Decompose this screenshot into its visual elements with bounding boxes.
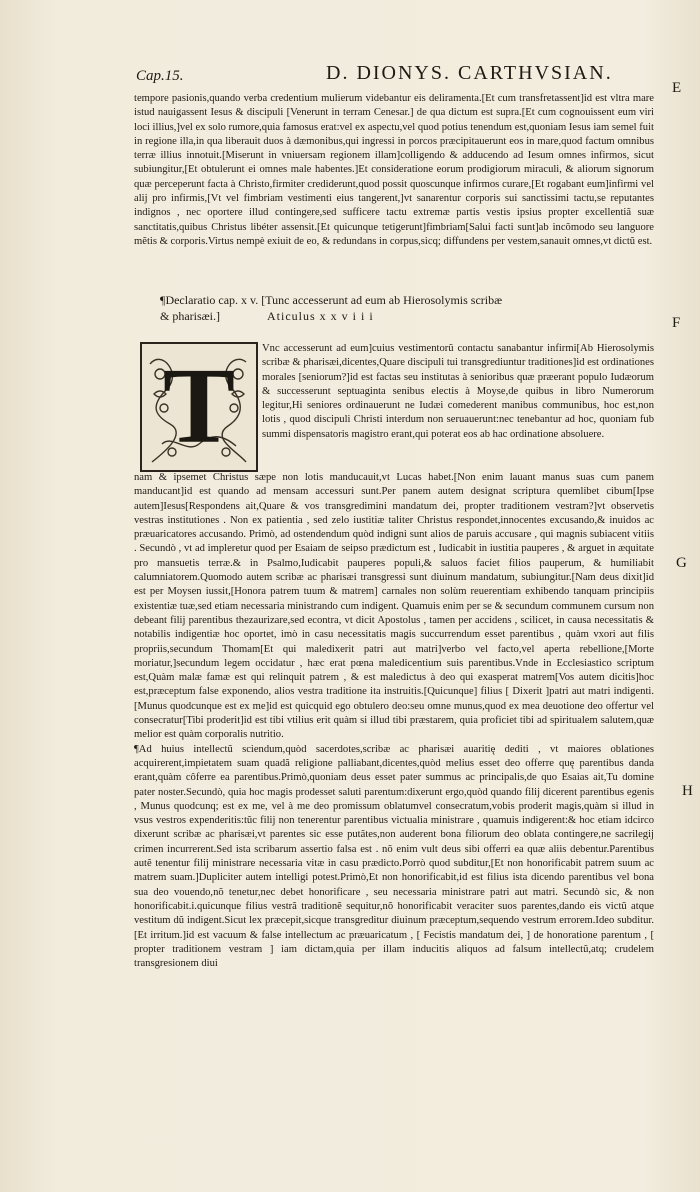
paragraph: nam & ipsemet Christus sæpe non lotis manducauit,vt Lucas habet.[Non enim lauant manus suas cum panem manducant]id est quando ad mensam accessuri sunt.Per panem autem designat scriptura quemlibet cibum[Ipse autem]Iesus[Respondens ait,Quare & vos transgredimini mandatum dei, propter traditionem vestram?]vt observetis vestras institutiones . Non ex patientia , sed zelo iustitiæ taliter Christus respondet,innocentes excusando,& inuidos ac præuaricatores accusando. Primò, ad ostendendum quòd indigni sunt alios de paruis accusare , qui magnis subiacent vitiis . Secundò , vt ad impleretur quod per Esaiam de seipso prædictum est , Iudicabit in iustitia pauperes , & arguet in æquitate pro mansuetis terræ.& in Psalmo,Iudicabit pauperes populi,& saluos faciet filios pauperum, & humiliabit calumniatorem.Quomodo autem scribæ ac pharisæi transgressi sunt diuinum mandatum, subiungitur.[Nam deus dixit]id est per Moysen iussit,[Honora patrem tuum & matrem] carnales non solùm reuerentiam exhibendo tanquam principiis existentiæ tuæ,sed etiam necessaria ministrando cum indigent. Quamuis enim per se & secundum communem cursum non debeant filij parentibus thezaurizare,sed econtra, vt dicit Apostolus , tamen per accidens , scilicet, in causa necessitatis & notabilis indigentiæ hoc oportet, imò in casu necessitatis magis succurrendum esset parentibus , quàm vxori aut filis propriis,secundum Thomam[Et qui maledixerit patri aut matri]verbo vel facto,vel aperta rebellione,[Morte moriatur,]secundum legem occidatur , hæc erat pœna maledicentium suis parentibus.Vnde in Ecclesiastico scriptum est,Quàm malæ famæ est qui relinquit patrem , & est maledictus à deo qui exasperat matrem[Vos autem dicitis]hoc est,præceptum false exponendo, alios vestra traditione ita instruitis.[Quicunque] filius [ Dixerit ]patri aut matri indigenti. [Munus quodcunque est ex me]id est quicquid ego obtulero deo:seu omne munus,quod ex mea deuotione deo offertur vel consecratur[Tibi proderit]id est tibi vtilius erit quàm si illud tibi præstarem, quia proficiet tibi ad spiritualem salutem,quæ melior est quàm corporalis nutritio. — [134, 472, 654, 741]
heading-line-2: & pharisæi.] — [160, 309, 220, 323]
main-text-block — [134, 471, 654, 971]
top-paragraph: tempore pasionis,quando verba credentium mulierum videbantur eis deliramenta.[Et cum transfretassent]id est vltra mare istud nauigassent Iesus & discipuli [Venerunt in terram Cenesar.] de qua dictum est supra.[Et cum cognouissent eum viri loci illius,]vel ex solo rumore,quia famosus erat:vel ex aspectu,vel quod potius tenendum est,quoniam Iesus iam semel fuit in regione illa,in qua liberauit duos à dæmonibus,qui ingressi in porcos præcipitauerunt eos in mare,quod factum omnibus terræ illius innotuit.[Miserunt in vniuersam regionem illam]colligendo & adducendo ad Iesum omnes infirmos, sicut subiungitur,[Et obtulerunt ei omnes male habentes.]Et consideratione eorum prodigiorum miraculi, & aliorum signorum quæ perceperunt facta à Christo,firmiter crediderunt,quod possit quoscunque infirmos curare,[Et rogabant eum]infirmi vel alij pro infirmis,[Vt vel fimbriam vestimenti eius tangerent,]vt sanarentur corporis sui sanctissimi tactu,se reputantes indignos , nec oportere illud contingere,sed sufficere tactu extremæ partis vestis ipsius propter excellentiã suæ sanctitatis,quibus Christus libéter assensit.[Et quicunque tetigerunt]fimbriam[Salui facti sunt]ab incõmodo seu languore mẽtis & corporis.Virtus nempè exiuit de eo, & redundans in corpus,sicq; diffundens per vestem,sanauit omnes,vt dictũ est. — [134, 93, 654, 247]
paragraph: ¶Ad huius intellectũ sciendum,quòd sacerdotes,scribæ ac pharisæi auaritię dediti , vt maiores oblationes acquirerent,impietatem suam quadã religione palliabant,dicentes,quòd melius esset deo offerre quę parentibus danda erant,quàm côferre ea parentibus.Primò,quoniam deus esset pater summus ac principalis,de quo Esaias ait,Tu domine pater noster.Secundò, quia hoc magis prodesset saluti parentum:dixerunt ergo,quòd quando filij dicerent parentibus egenis , Munus quodcunq; est ex me, vel à me deo promissum oblatumvel consecratum,vobis proderit magis,quàm si illud in vsus vestros expenderitis:tũc filij non tenerentur parentibus victualia ministrare , quamuis indigerent:& hoc etiam idcirco dixerunt scribæ ac pharisæi,vt parentes sic esse putãtes,non auderent bona filiorum deo oblata contingere,ne sacrilegij crimen incurrerent.Sed ista scribarum assertio falsa est . nõ enim vult deus sibi offerri ea quæ aliis debentur.Parentibus autẽ tenentur filij ministrare necessaria vitæ in casu prædicto.Porrò quod subditur,[Et non honorificabit patrem suum ac matrem suam.]Dupliciter autem intelligi potest.Primò,Et non honorificabit,id est filius ista dicendo parentibus vel bona sua deo vouendo,nõ tenetur,nec debet honorificare , seu necessaria ministrare patri aut matri. Secundò sic, & non honorificabit.i.quicunque filius vestrã traditionẽ sequitur,nõ honorificabit veraciter suos parentes,dando eis victũ atque vestitum dũ indigent.Sicut lex præcepit,sicque transgreditur diuinum præceptum,sequendo vestrum errorem.Ideo subditur.[Et irritum.]id est vacuum & false intellectum ac præuaricatum , [ Fecistis mandatum dei, ] de honoratione parentum , [ propter traditionem vestram ] iam dictam,quia per illam inducitis aliquos ad falsum intellectũ,atq; crudelem transgresionem diui — [134, 743, 654, 970]
top-text-block — [134, 92, 654, 249]
running-header — [136, 62, 676, 86]
chapter-label: Cap.15. — [136, 68, 184, 84]
opening-paragraph: Vnc accesserunt ad eum]cuius vestimentorũ contactu sanabantur infirmi[Ab Hierosolymis scribæ & pharisæi,dicentes,Quare discipuli tui transgrediuntur traditiones]id est ordinationes morales [seniorum?]id est factas seu institutas à senioribus quæ præerant populo Iudæorum & successerunt septuaginta senibus electis à Moyse,de quibus in libro Numerorum legitur,Hi seniores ordinauerunt ne Iudæi comederent manibus communibus, hoc est,non lotis , quod discipuli Christi interdum non seruauerunt:nec tenebantur ad hoc, quoniam fub summi dispensatoris magistro erant,qui poterat eos ab hac ordinatione absoluere. — [262, 343, 654, 440]
margin-letter-g: G — [676, 555, 687, 571]
margin-letter-f: F — [672, 315, 681, 331]
margin-letter-e: E — [672, 80, 682, 96]
drop-cap-letter: T — [162, 347, 236, 466]
running-title: D. DIONYS. CARTHVSIAN. — [326, 62, 613, 84]
article-label: Aticulus x x v i i i — [267, 309, 374, 323]
margin-letter-h: H — [682, 783, 693, 799]
initial-adjacent-text — [262, 342, 654, 442]
section-heading — [160, 292, 640, 324]
decorated-initial — [140, 342, 258, 472]
heading-line-1: ¶Declaratio cap. x v. [Tunc accesserunt ad eum ab Hierosolymis scribæ — [160, 293, 503, 307]
